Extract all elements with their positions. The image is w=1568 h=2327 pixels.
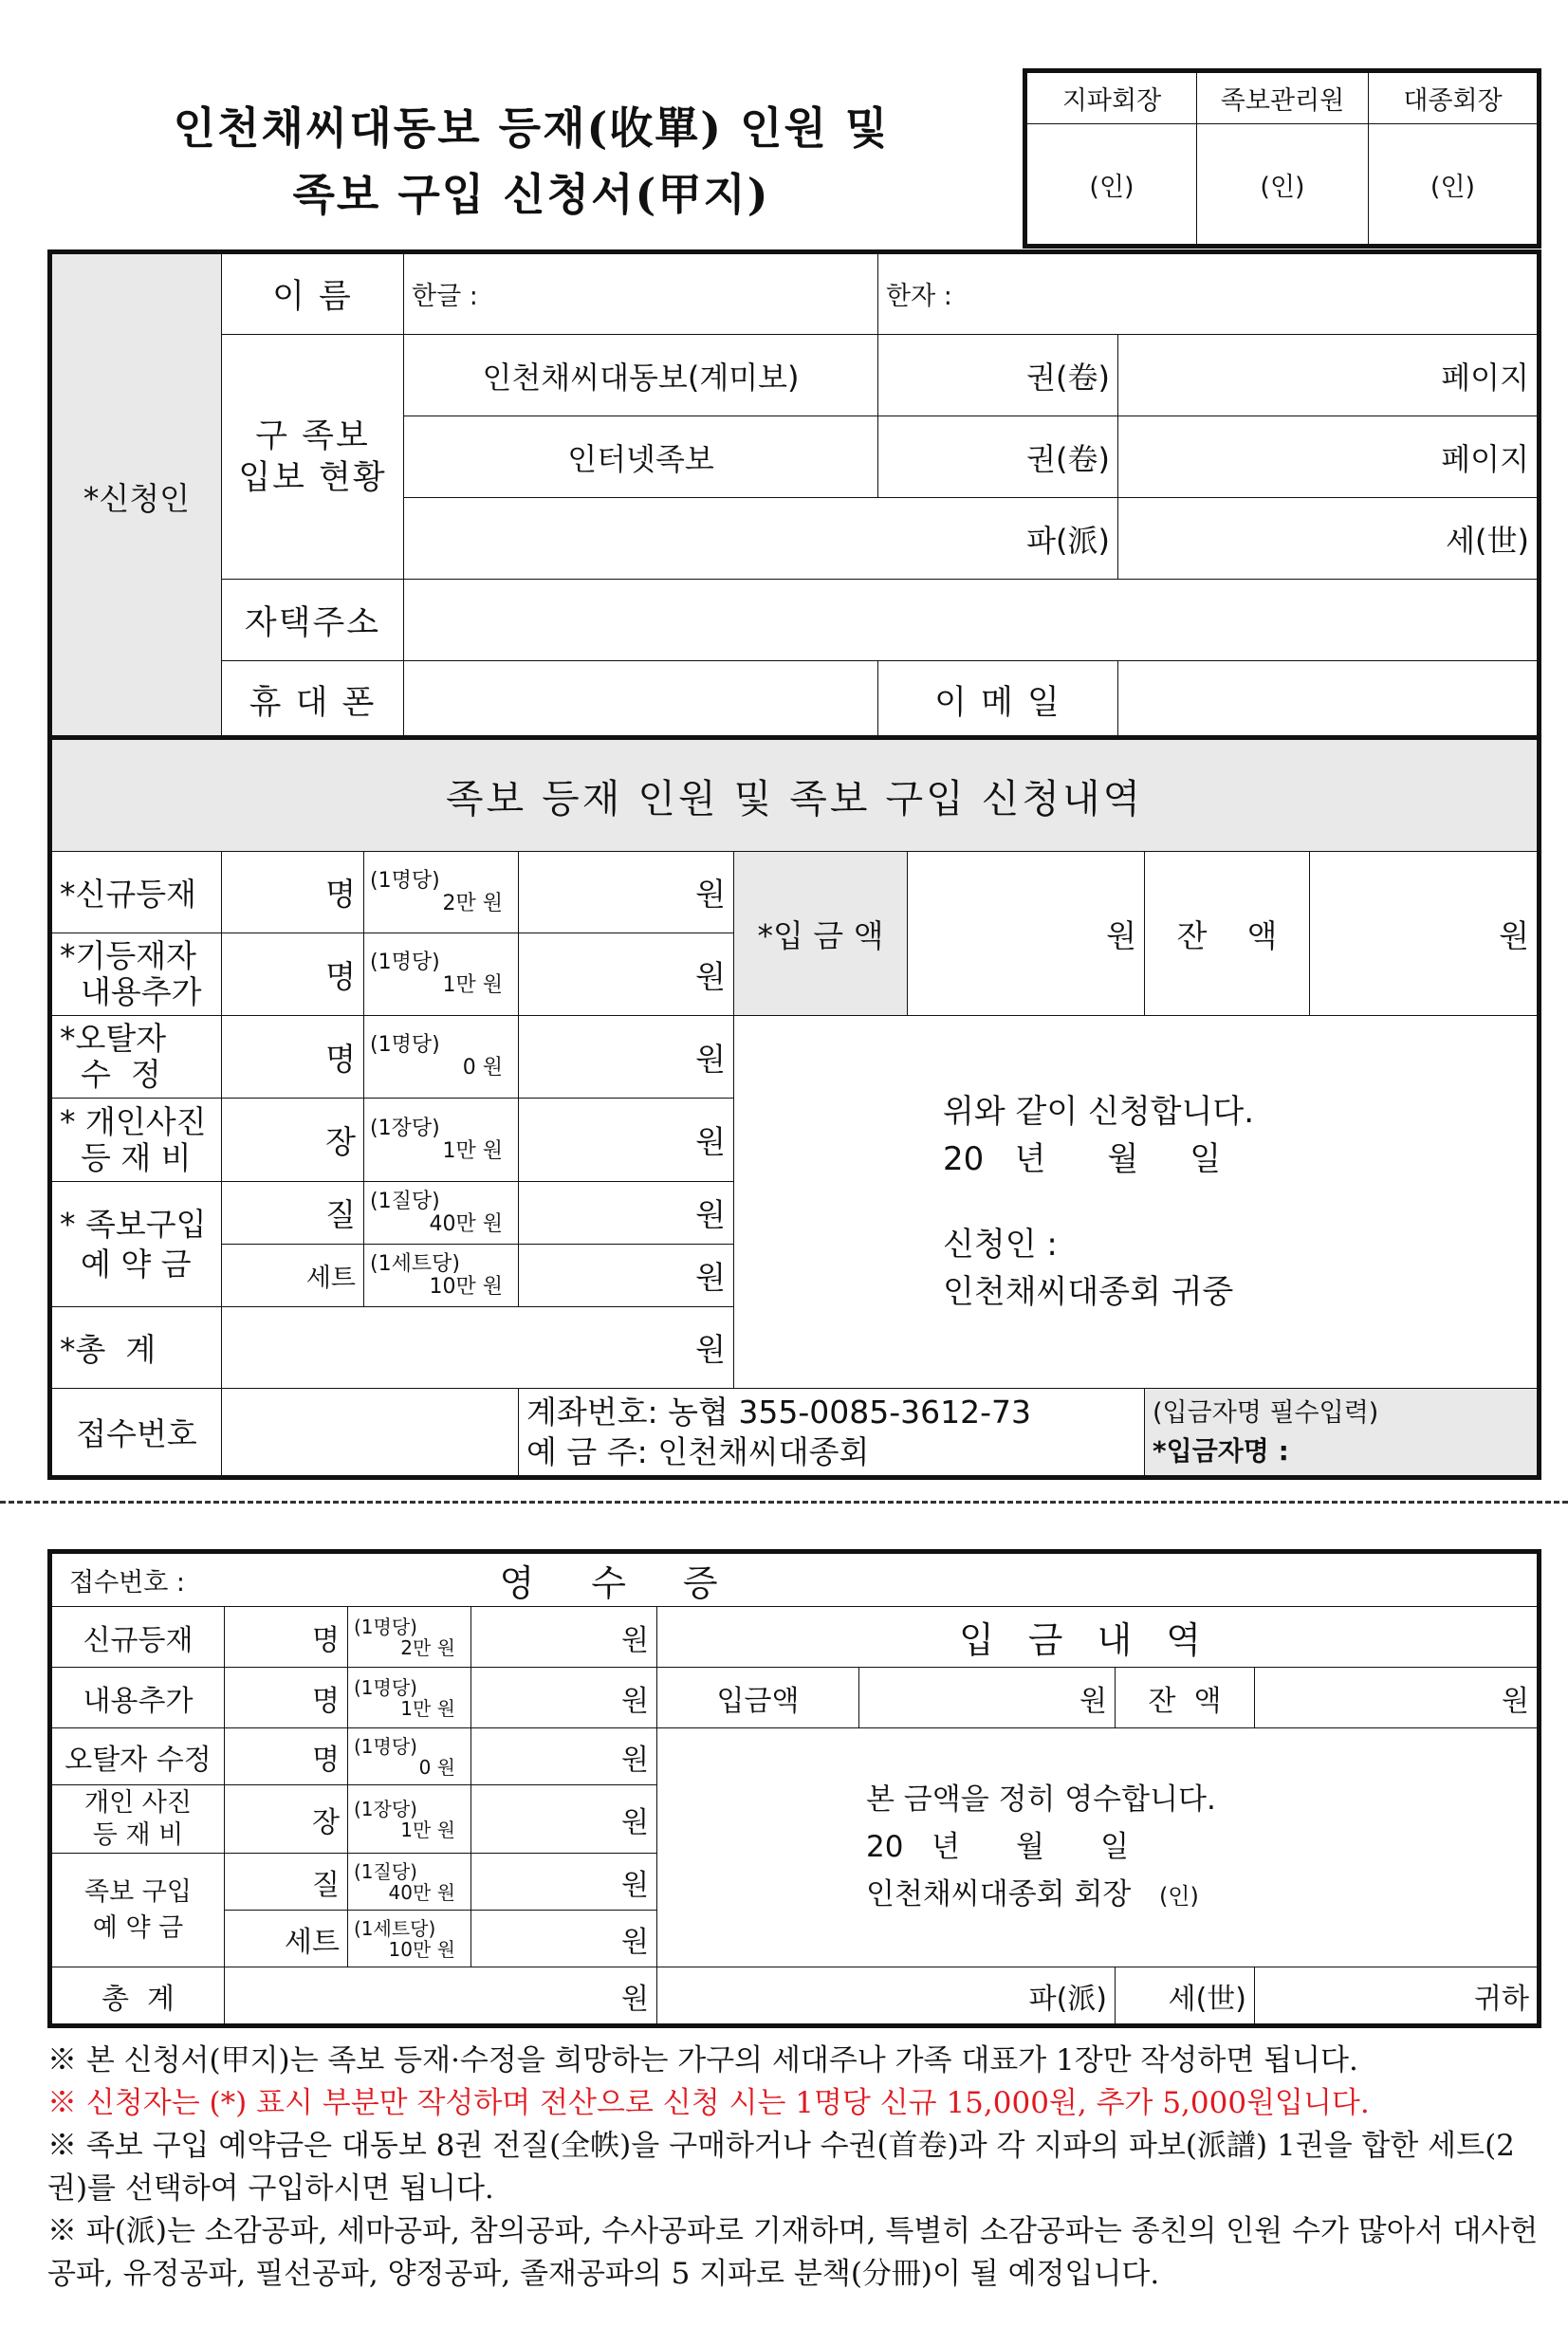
approval-header-clan-head: 대종회장: [1369, 71, 1540, 124]
new-registration-rate-value: 2만 원: [442, 891, 503, 915]
content-addition-count[interactable]: 명: [222, 933, 364, 1016]
purchase-full-rate-unit: (1질당): [370, 1189, 440, 1213]
new-registration-rate: [364, 852, 519, 933]
depositor-name-label: *입금자명 :: [1153, 1434, 1289, 1467]
form-title: [123, 95, 939, 228]
receipt-new-registration-rate-unit: (1명당): [354, 1615, 417, 1638]
new-registration-label: *신규등재: [50, 852, 222, 933]
typo-fix-label-line1: *오탈자: [60, 1020, 167, 1057]
receipt-declaration-line1: 본 금액을 정히 영수합니다.: [866, 1782, 1216, 1817]
purchase-label-line1: * 족보구입: [60, 1205, 207, 1243]
receipt-content-addition-rate-unit: (1명당): [354, 1675, 417, 1699]
new-registration-rate-unit: (1명당): [370, 868, 440, 893]
typo-fix-amount[interactable]: 원: [519, 1016, 734, 1099]
receipt-deposit-amount[interactable]: 원: [859, 1668, 1116, 1728]
receipt-photo-label: [50, 1785, 225, 1854]
purchase-full-rate-value: 40만 원: [429, 1211, 503, 1236]
receipt-honorific: 귀하: [1255, 1967, 1540, 2026]
total-amount[interactable]: 원: [222, 1307, 734, 1389]
declaration-date[interactable]: 20 년 월 일: [943, 1140, 1222, 1178]
balance-amount[interactable]: 원: [1310, 852, 1540, 1016]
receipt-content-addition-rate: [348, 1668, 471, 1728]
receipt-purchase-label: [50, 1854, 225, 1967]
receipt-new-registration-rate-value: 2만 원: [400, 1635, 455, 1659]
typo-fix-rate-unit: (1명당): [370, 1033, 440, 1057]
receipt-total-label: 총 계: [50, 1967, 225, 2026]
approval-seal-branch-head[interactable]: (인): [1025, 124, 1197, 247]
deposit-amount[interactable]: 원: [908, 852, 1145, 1016]
receipt-generation-field[interactable]: 세(世): [1116, 1967, 1255, 2026]
receipt-purchase-full-rate: [348, 1854, 471, 1911]
receipt-typo-fix-amount[interactable]: 원: [471, 1728, 657, 1785]
receipt-content-addition-label: 내용추가: [50, 1668, 225, 1728]
content-addition-rate: [364, 933, 519, 1016]
purchase-label-line2: 예 약 금: [81, 1245, 192, 1283]
declaration-spacer: [943, 1183, 1529, 1221]
receipt-typo-fix-label: 오탈자 수정: [50, 1728, 225, 1785]
deposit-label: *입 금 액: [734, 852, 908, 1016]
photo-amount[interactable]: 원: [519, 1099, 734, 1182]
phone-field[interactable]: [404, 661, 878, 741]
approval-seal-clan-head[interactable]: (인): [1369, 124, 1540, 247]
photo-rate: [364, 1099, 519, 1182]
receipt-photo-rate-value: 1만 원: [400, 1818, 455, 1841]
photo-label-line1: * 개인사진: [60, 1102, 207, 1140]
receipt-declaration-signer: [866, 1871, 1529, 1920]
receipt-content-addition-count[interactable]: 명: [225, 1668, 348, 1728]
receipt-purchase-label-line2: 예 약 금: [92, 1912, 184, 1943]
purchase-bundle-count[interactable]: 세트: [222, 1245, 364, 1307]
receipt-typo-fix-rate-unit: (1명당): [354, 1734, 417, 1758]
receipt-photo-rate-unit: (1장당): [354, 1797, 417, 1820]
photo-count[interactable]: 장: [222, 1099, 364, 1182]
receipt-typo-fix-rate-value: 0 원: [418, 1755, 455, 1779]
receipt-declaration: [657, 1728, 1540, 1967]
receipt-photo-label-line1: 개인 사진: [84, 1787, 192, 1818]
receipt-number-label: 접수번호: [50, 1389, 222, 1478]
form-title-line2: 족보 구입 신청서(甲지): [292, 169, 770, 220]
receipt-new-registration-amount[interactable]: 원: [471, 1607, 657, 1668]
receipt-purchase-full-count[interactable]: 질: [225, 1854, 348, 1911]
details-section-title: 족보 등재 인원 및 족보 구입 신청내역: [50, 738, 1540, 852]
book1-page-field[interactable]: 페이지: [1118, 335, 1540, 416]
name-hanja-field[interactable]: 한자 :: [878, 252, 1540, 335]
book2-page-field[interactable]: 페이지: [1118, 416, 1540, 498]
receipt-number-field[interactable]: [222, 1389, 519, 1478]
old-genealogy-label: [222, 335, 404, 580]
receipt-declaration-date[interactable]: 20 년 월 일: [866, 1829, 1130, 1864]
email-label: 이 메 일: [878, 661, 1118, 741]
purchase-bundle-rate: [364, 1245, 519, 1307]
bank-account-holder: 예 금 주: 인천채씨대종회: [526, 1432, 870, 1470]
receipt-deposit-section-title: 입금내역: [657, 1607, 1540, 1668]
content-addition-rate-unit: (1명당): [370, 951, 440, 974]
declaration-recipient: 인천채씨대종회 귀중: [943, 1273, 1234, 1311]
receipt-purchase-full-amount[interactable]: 원: [471, 1854, 657, 1911]
receipt-purchase-bundle-rate-unit: (1세트당): [354, 1916, 436, 1940]
new-registration-count[interactable]: 명: [222, 852, 364, 933]
receipt-photo-label-line2: 등 재 비: [92, 1819, 184, 1850]
applicant-section-label: *신청인: [50, 252, 222, 741]
name-label: 이 름: [222, 252, 404, 335]
depositor-name-field[interactable]: [1145, 1389, 1540, 1478]
receipt-table: [47, 1549, 1541, 2028]
approval-header-genealogy-manager: 족보관리원: [1197, 71, 1369, 124]
receipt-purchase-bundle-rate: [348, 1911, 471, 1967]
note-2: ※ 신청자는 (*) 표시 부분만 작성하며 전산으로 신청 시는 1명당 신규 15,000원, 추가 5,000원입니다.: [47, 2086, 1370, 2120]
photo-rate-value: 1만 원: [442, 1138, 503, 1163]
purchase-bundle-amount[interactable]: 원: [519, 1245, 734, 1307]
book1-volume-field[interactable]: 권(卷): [878, 335, 1118, 416]
receipt-total-amount[interactable]: 원: [225, 1967, 657, 2026]
receipt-deposit-label: 입금액: [657, 1668, 859, 1728]
purchase-full-rate: [364, 1182, 519, 1245]
approval-box: [1023, 68, 1541, 249]
receipt-content-addition-amount[interactable]: 원: [471, 1668, 657, 1728]
receipt-photo-rate: [348, 1785, 471, 1854]
receipt-photo-amount[interactable]: 원: [471, 1785, 657, 1854]
book1-name: 인천채씨대동보(계미보): [404, 335, 878, 416]
receipt-purchase-bundle-amount[interactable]: 원: [471, 1911, 657, 1967]
typo-fix-rate-value: 0 원: [462, 1056, 503, 1080]
book2-volume-field[interactable]: 권(卷): [878, 416, 1118, 498]
content-addition-rate-value: 1만 원: [442, 973, 503, 997]
total-label: *총 계: [50, 1307, 222, 1389]
photo-rate-unit: (1장당): [370, 1116, 440, 1140]
phone-label: 휴 대 폰: [222, 661, 404, 741]
form-title-line1: 인천채씨대동보 등재(收單) 인원 및: [173, 102, 890, 154]
receipt-purchase-bundle-rate-value: 10만 원: [388, 1937, 455, 1961]
generation-field[interactable]: 세(世): [1118, 498, 1540, 580]
receipt-purchase-full-rate-unit: (1질당): [354, 1859, 417, 1883]
content-addition-label: [50, 933, 222, 1016]
bank-account-info: [519, 1389, 1145, 1478]
receipt-purchase-bundle-count[interactable]: 세트: [225, 1911, 348, 1967]
balance-label: 잔 액: [1145, 852, 1310, 1016]
content-addition-amount[interactable]: 원: [519, 933, 734, 1016]
address-label: 자택주소: [222, 580, 404, 661]
application-declaration: [734, 1016, 1540, 1389]
content-addition-label-line1: *기등재자: [60, 937, 197, 974]
typo-fix-label-line2: 수 정: [81, 1056, 161, 1093]
note-1: ※ 본 신청서(甲지)는 족보 등재·수정을 희망하는 가구의 세대주나 가족 대표가 1장만 작성하면 됩니다.: [47, 2043, 1358, 2078]
old-genealogy-label-line2: 입보 현황: [238, 458, 387, 497]
name-hangul-field[interactable]: 한글 :: [404, 252, 878, 335]
receipt-content-addition-rate-value: 1만 원: [400, 1696, 455, 1720]
approval-header-branch-head: 지파회장: [1025, 71, 1197, 124]
typo-fix-count[interactable]: 명: [222, 1016, 364, 1099]
email-field[interactable]: [1118, 661, 1540, 741]
bank-account-number: 계좌번호: 농협 355-0085-3612-73: [526, 1393, 1032, 1431]
cut-line: [0, 1501, 1568, 1504]
purchase-bundle-rate-value: 10만 원: [429, 1274, 503, 1299]
receipt-declaration-president: 인천채씨대종회 회장: [866, 1876, 1132, 1911]
receipt-new-registration-label: 신규등재: [50, 1607, 225, 1668]
receipt-new-registration-count[interactable]: 명: [225, 1607, 348, 1668]
photo-label: [50, 1099, 222, 1182]
purchase-label: [50, 1182, 222, 1307]
receipt-new-registration-rate: [348, 1607, 471, 1668]
approval-seal-genealogy-manager[interactable]: (인): [1197, 124, 1369, 247]
receipt-title: 영수증: [471, 1552, 1540, 1607]
photo-label-line2: 등 재 비: [81, 1138, 192, 1176]
purchase-bundle-rate-unit: (1세트당): [370, 1251, 460, 1276]
receipt-balance-amount[interactable]: 원: [1255, 1668, 1540, 1728]
branch-field[interactable]: 파(派): [404, 498, 1118, 580]
new-registration-amount[interactable]: 원: [519, 852, 734, 933]
receipt-photo-count[interactable]: 장: [225, 1785, 348, 1854]
typo-fix-rate: [364, 1016, 519, 1099]
old-genealogy-label-line1: 구 족보: [255, 416, 370, 455]
receipt-number-label: 접수번호 :: [50, 1552, 471, 1607]
purchase-set-count[interactable]: 질: [222, 1182, 364, 1245]
receipt-purchase-label-line1: 족보 구입: [84, 1876, 192, 1907]
purchase-full-amount[interactable]: 원: [519, 1182, 734, 1245]
notes: [47, 2040, 1546, 2296]
typo-fix-label: [50, 1016, 222, 1099]
receipt-seal[interactable]: (인): [1158, 1882, 1199, 1910]
depositor-name-note: (입금자명 필수입력): [1153, 1397, 1379, 1428]
receipt-purchase-full-rate-value: 40만 원: [388, 1880, 455, 1904]
receipt-balance-label: 잔 액: [1116, 1668, 1255, 1728]
content-addition-label-line2: 내용추가: [81, 973, 202, 1010]
note-4: ※ 파(派)는 소감공파, 세마공파, 참의공파, 수사공파로 기재하며, 특별히 소감공파는 종친의 인원 수가 많아서 대사헌공파, 유정공파, 필선공파, 양정공파, 졸재공파의 5 지파로 분책(分冊)이 될 예정입니다.: [47, 2214, 1539, 2291]
declaration-applicant[interactable]: 신청인 :: [943, 1226, 1058, 1264]
note-3: ※ 족보 구입 예약금은 대동보 8권 전질(全帙)을 구매하거나 수권(首卷)과 각 지파의 파보(派譜) 1권을 합한 세트(2권)를 선택하여 구입하시면 됩니다.: [47, 2129, 1515, 2206]
receipt-typo-fix-rate: [348, 1728, 471, 1785]
receipt-branch-field[interactable]: 파(派): [657, 1967, 1116, 2026]
declaration-line1: 위와 같이 신청합니다.: [943, 1093, 1255, 1131]
address-field[interactable]: [404, 580, 1540, 661]
book2-name: 인터넷족보: [404, 416, 878, 498]
details-table: [47, 735, 1541, 1480]
applicant-table: [47, 249, 1541, 743]
receipt-typo-fix-count[interactable]: 명: [225, 1728, 348, 1785]
